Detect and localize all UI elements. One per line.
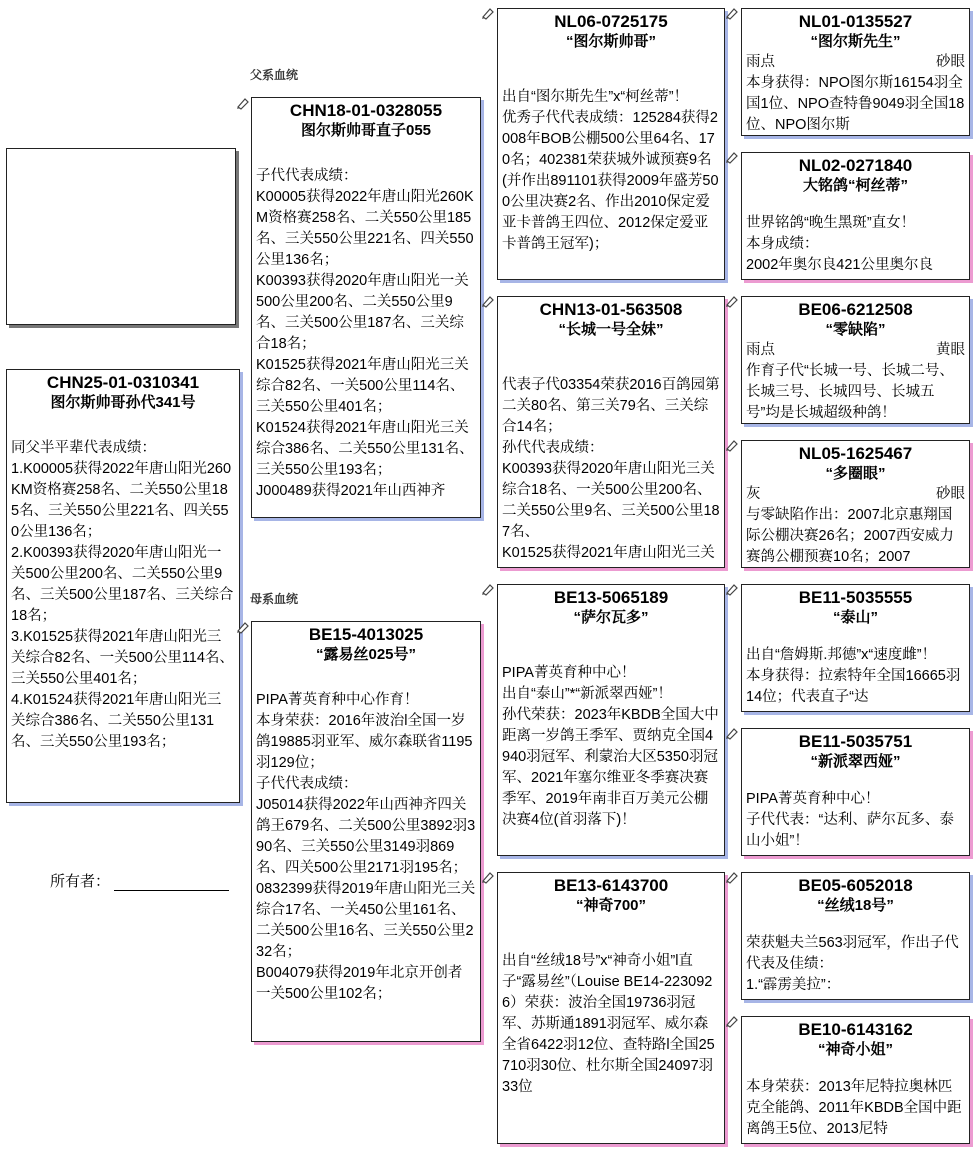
ring-number: CHN25-01-0310341	[46, 373, 200, 392]
pigeon-name: “长城一号全妹”	[558, 321, 664, 338]
ddd-card	[741, 1016, 970, 1144]
owner-label: 所有者：	[50, 873, 111, 890]
pigeon-info: PIPA菁英育种中心！ 子代代表：“达利、萨尔瓦多、泰山小姐”！	[746, 791, 954, 849]
ring-number: BE11-5035555	[798, 588, 913, 607]
edit-pen-icon[interactable]	[481, 294, 495, 308]
pigeon-info: 与零缺陷作出：2007北京惠翔国际公棚决赛26名；2007西安威力赛鸽公棚预赛10名；2007	[746, 507, 954, 565]
pigeon-name: “多圈眼”	[825, 465, 886, 482]
pigeon-name: 图尔斯帅哥直子055	[300, 122, 432, 139]
edit-pen-icon[interactable]	[725, 438, 739, 452]
pigeon-info: 荣获魁夫兰563羽冠军，作出子代代表及佳绩： 1.“霹雳美拉”：	[746, 935, 959, 993]
ring-number: CHN13-01-563508	[539, 300, 683, 319]
ssd-card	[741, 152, 970, 280]
dds-card	[741, 872, 970, 1000]
pigeon-name: “丝绒18号”	[817, 897, 894, 914]
sire-dam-card	[497, 296, 725, 568]
pigeon-name: “图尔斯帅哥”	[565, 33, 656, 50]
edit-pen-icon[interactable]	[236, 96, 250, 110]
pigeon-name: “泰山”	[832, 609, 878, 626]
feather-color: 灰	[746, 486, 761, 502]
edit-pen-icon[interactable]	[725, 582, 739, 596]
edit-pen-icon[interactable]	[725, 726, 739, 740]
pigeon-info: 出自“丝绒18号”x“神奇小姐”l直子“露易丝”（Louise BE14-2230926）荣获：波治全国19736羽冠军、苏斯通1891羽冠军、威尔森全省6422羽12位、查特路l全国25710羽30位、杜尔斯全国24097羽33位	[502, 953, 715, 1095]
pigeon-info: 出自“图尔斯先生”x“柯丝蒂”！ 优秀子代代表成绩：125284获得2008年BOB公棚500公里64名、170名；402381荣获城外诚预赛9名(并作出891101获得2009年盛芳500公里决赛2名、作出2010保定爱亚卡普鸽王四位、2012保定爱亚卡普鸽王冠军)；	[502, 89, 719, 252]
edit-pen-icon[interactable]	[725, 6, 739, 20]
ring-number: BE13-6143700	[553, 876, 669, 895]
feather-color: 雨点	[746, 342, 775, 358]
ring-number: NL06-0725175	[554, 12, 668, 31]
pigeon-name: 图尔斯帅哥孙代341号	[50, 394, 196, 411]
owner-underline	[114, 873, 229, 891]
sire-card	[251, 97, 481, 518]
pigeon-name: “图尔斯先生”	[810, 33, 901, 50]
ring-number: BE10-6143162	[798, 1020, 913, 1039]
pigeon-info: 出自“詹姆斯.邦德”x“速度雌”！ 本身获得：拉索特年全国16665羽14位；代表直子“达	[746, 647, 961, 705]
pigeon-info: 本身获得：NPO图尔斯16154羽全国1位、NPO查特鲁9049羽全国18位、NPO图尔斯	[746, 75, 965, 133]
pigeon-name: “零缺陷”	[825, 321, 886, 338]
owner-field	[50, 870, 229, 891]
edit-pen-icon[interactable]	[725, 870, 739, 884]
color-eye-row	[742, 52, 969, 73]
edit-pen-icon[interactable]	[481, 6, 495, 20]
pigeon-info: 作育子代“长城一号、长城二号、长城三号、长城四号、长城五号”均是长城超级种鸽！	[746, 363, 954, 421]
color-eye-row	[742, 484, 969, 505]
ring-number: BE06-6212508	[798, 300, 913, 319]
edit-pen-icon[interactable]	[725, 1014, 739, 1028]
pigeon-info: 同父半平辈代表成绩： 1.K00005获得2022年唐山阳光260KM资格赛258名、二关550公里185名、三关550公里221名、四关550公里136名； 2.K00393获得2020年唐山阳光一关500公里200名、二关550公里9名、三关500公里187名、三关综合18名； 3.K01525获得2021年唐山阳光三关综合82名、一关500公里114名、三关550公里401名； 4.K01524获得2021年唐山阳光三关综合386名、二关550公里131名、三关550公里193名；	[11, 440, 234, 750]
dss-card	[741, 584, 970, 712]
pigeon-name: “神奇700”	[575, 897, 647, 914]
pigeon-name: “新派翠西娅”	[810, 753, 901, 770]
pigeon-info: 本身荣获：2013年尼特拉奥林匹克全能鸽、2011年KBDB全国中距离鸽王5位、2013尼特	[746, 1079, 962, 1137]
pigeon-info: PIPA菁英育种中心！ 出自“泰山”*“新派翠西娅”！ 孙代荣获：2023年KBDB全国大中距离一岁鸽王季军、贾纳克全国4940羽冠军、利蒙治大区5350羽冠军、2021年塞尔维亚冬季赛决赛季军、2019年南非百万美元公棚决赛4位(首羽落下)！	[502, 665, 719, 828]
ring-number: CHN18-01-0328055	[289, 101, 443, 120]
pigeon-name: “露易丝025号”	[315, 646, 417, 663]
eye-type: 砂眼	[936, 54, 965, 70]
color-eye-row	[742, 340, 969, 361]
dam-dam-card	[497, 872, 725, 1144]
sds-card	[741, 296, 970, 424]
dsd-card	[741, 728, 970, 856]
edit-pen-icon[interactable]	[725, 294, 739, 308]
edit-pen-icon[interactable]	[481, 870, 495, 884]
ring-number: NL01-0135527	[798, 12, 913, 31]
eye-type: 黄眼	[936, 342, 965, 358]
ring-number: NL05-1625467	[798, 444, 913, 463]
ring-number: BE11-5035751	[798, 732, 913, 751]
feather-color: 雨点	[746, 54, 775, 70]
pigeon-info: 世界铭鸽“晚生黑斑”直女！ 本身成绩： 2002年奥尔良421公里奥尔良	[746, 215, 933, 273]
edit-pen-icon[interactable]	[725, 150, 739, 164]
ring-number: BE15-4013025	[308, 625, 424, 644]
ring-number: BE13-5065189	[553, 588, 669, 607]
sire-line-label: 父系血统	[250, 68, 299, 82]
ring-number: NL02-0271840	[798, 156, 913, 175]
main-pigeon-card	[6, 369, 240, 803]
pigeon-info: 子代代表成绩： K00005获得2022年唐山阳光260KM资格赛258名、二关550公里185名、三关550公里221名、四关550公里136名； K00393获得2020年唐山阳光一关500公里200名、二关550公里9名、三关500公里187名、三关综合18名； K01525获得2021年唐山阳光三关综合82名、一关500公里114名、三关550公里401名； K01524获得2021年唐山阳光三关综合386名、二关550公里131名、三关550公里193名； J000489获得2021年山西神齐	[256, 168, 474, 499]
sss-card	[741, 8, 970, 136]
sire-sire-card	[497, 8, 725, 280]
eye-type: 砂眼	[936, 486, 965, 502]
pigeon-name: 大铭鸽“柯丝蒂”	[802, 177, 908, 194]
pigeon-info: PIPA菁英育种中心作育！ 本身荣获：2016年波治l全国一岁鸽19885羽亚军、威尔森联省1195羽129位； 子代代表成绩： J05014获得2022年山西神齐四关鸽王679名、二关500公里3892羽390名、三关550公里3149羽869名、四关500公里2171羽195名； 0832399获得2019年唐山阳光三关综合17名、一关450公里161名、二关500公里16名、三关550公里232名； B004079获得2019年北京开创者一关500公里102名；	[256, 692, 476, 1002]
pigeon-name: “神奇小姐”	[817, 1041, 893, 1058]
dam-card	[251, 621, 481, 1042]
dam-sire-card	[497, 584, 725, 856]
pigeon-photo-frame	[6, 148, 236, 325]
dam-line-label: 母系血统	[250, 592, 299, 606]
edit-pen-icon[interactable]	[236, 620, 250, 634]
edit-pen-icon[interactable]	[481, 582, 495, 596]
sdd-card	[741, 440, 970, 568]
ring-number: BE05-6052018	[798, 876, 913, 895]
pigeon-info: 代表子代03354荣获2016百鸽园第二关80名、第三关79名、三关综合14名； 孙代代表成绩： K00393获得2020年唐山阳光三关综合18名、一关500公里200名、二关550公里9名、三关500公里187名、 K01525获得2021年唐山阳光三关	[502, 377, 720, 561]
pigeon-name: “萨尔瓦多”	[573, 609, 649, 626]
